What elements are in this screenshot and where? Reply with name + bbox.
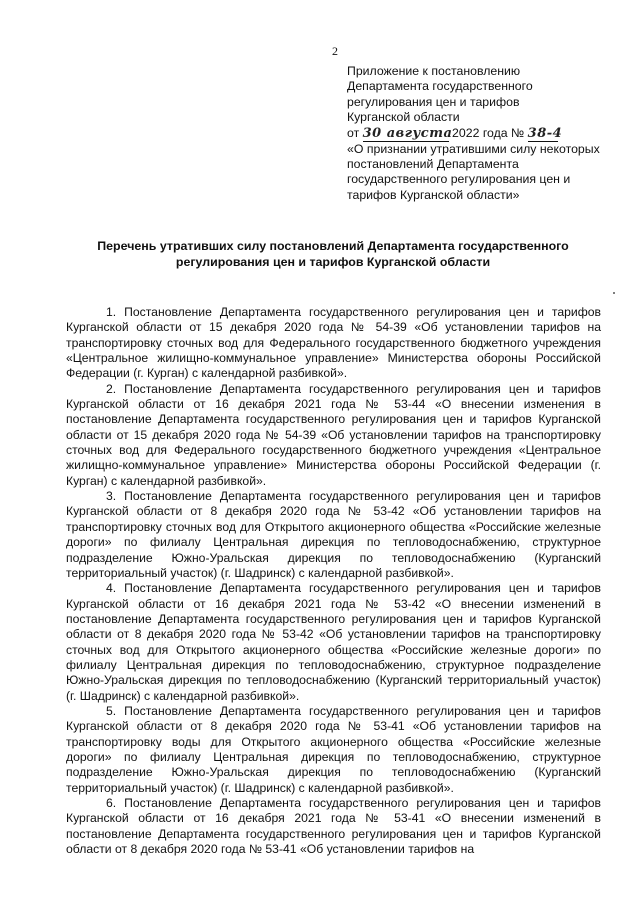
appendix-line-2: Департамента государственного [347,79,533,94]
scan-speck [613,292,615,294]
appendix-line-4: Курганской области [347,110,460,125]
handwritten-date: 30 августа [362,125,453,141]
appendix-line-1: Приложение к постановлению [347,64,521,78]
list-item-5: 5. Постановление Департамента государственного регулирования цен и тарифов Курганской области от 8 декабря 2020 года № 53-41 «Об установлении тарифов на транспортировку воды для Открытого акционерного общества «Российские железные дороги» по филиалу Центральная дирекция по тепловодоснабжению, структурное подразделение Южно-Уральская дирекция по тепловодоснабжению (Курганский территориальный участок) (г. Шадринск) с календарной разбивкой». [66,703,601,795]
page-number: 2 [332,44,338,58]
document-title: Перечень утративших силу постановлений Департамента государственного регулирования цен и тарифов Курганской области [97,239,569,269]
appendix-date-line [347,126,617,142]
appendix-line-3: регулирования цен и тарифов [347,94,520,109]
list-item-1: 1. Постановление Департамента государственного регулирования цен и тарифов Курганской области от 15 декабря 2020 года № 54-39 «Об установлении тарифов на транспортировку сточных вод для Федерального государственного бюджетного учреждения «Центральное жилищно-коммунальное управление» Министерства обороны Российской Федерации (г. Курган) с календарной разбивкой». [66,305,601,381]
handwritten-number: 38-4 [527,125,563,141]
list-item-2: 2. Постановление Департамента государственного регулирования цен и тарифов Курганской области от 16 декабря 2021 года № 53-44 «О внесении изменения в постановление Департамента государственного регулирования цен и тарифов Курганской области от 15 декабря 2020 года № 54-39 «Об установлении тарифов на транспортировку сточных вод для Федерального государственного бюджетного учреждения «Центральное жилищно-коммунальное управление» Министерства обороны Российской Федерации (г. Курган) с календарной разбивкой». [66,381,601,488]
appendix-header [347,64,617,203]
appendix-subject: «О признании утратившими силу некоторых постановлений Департамента государственного регулирования цен и тарифов Курганской области» [347,141,600,202]
list-item-3: 3. Постановление Департамента государственного регулирования цен и тарифов Курганской области от 8 декабря 2020 года № 53-42 «Об установлении тарифов на транспортировку сточных вод для Открытого акционерного общества «Российские железные дороги» по филиалу Центральная дирекция по тепловодоснабжению, структурное подразделение Южно-Уральская дирекция по тепловодоснабжению (Курганский территориальный участок) (г. Шадринск) с календарной разбивкой». [66,489,601,580]
appendix-from-label: от [347,125,360,140]
appendix-year-label: 2022 года № [452,125,525,140]
list-item-6: 6. Постановление Департамента государственного регулирования цен и тарифов Курганской области от 16 декабря 2021 года № 53-41 «О внесении изменений в постановление Департамента государственного регулирования цен и тарифов Курганской области от 8 декабря 2020 года № 53-41 «Об установлении тарифов на [66,796,601,857]
document-body [66,305,601,857]
list-item-4: 4. Постановление Департамента государственного регулирования цен и тарифов Курганской области от 16 декабря 2021 года № 53-42 «О внесении изменений в постановление Департамента государственного регулирования цен и тарифов Курганской области от 8 декабря 2020 года № 53-42 «Об установлении тарифов на транспортировку сточных вод для Открытого акционерного общества «Российские железные дороги» по филиалу Центральная дирекция по тепловодоснабжению, структурное подразделение Южно-Уральская дирекция по тепловодоснабжению (Курганский территориальный участок) (г. Шадринск) с календарной разбивкой». [66,581,601,703]
